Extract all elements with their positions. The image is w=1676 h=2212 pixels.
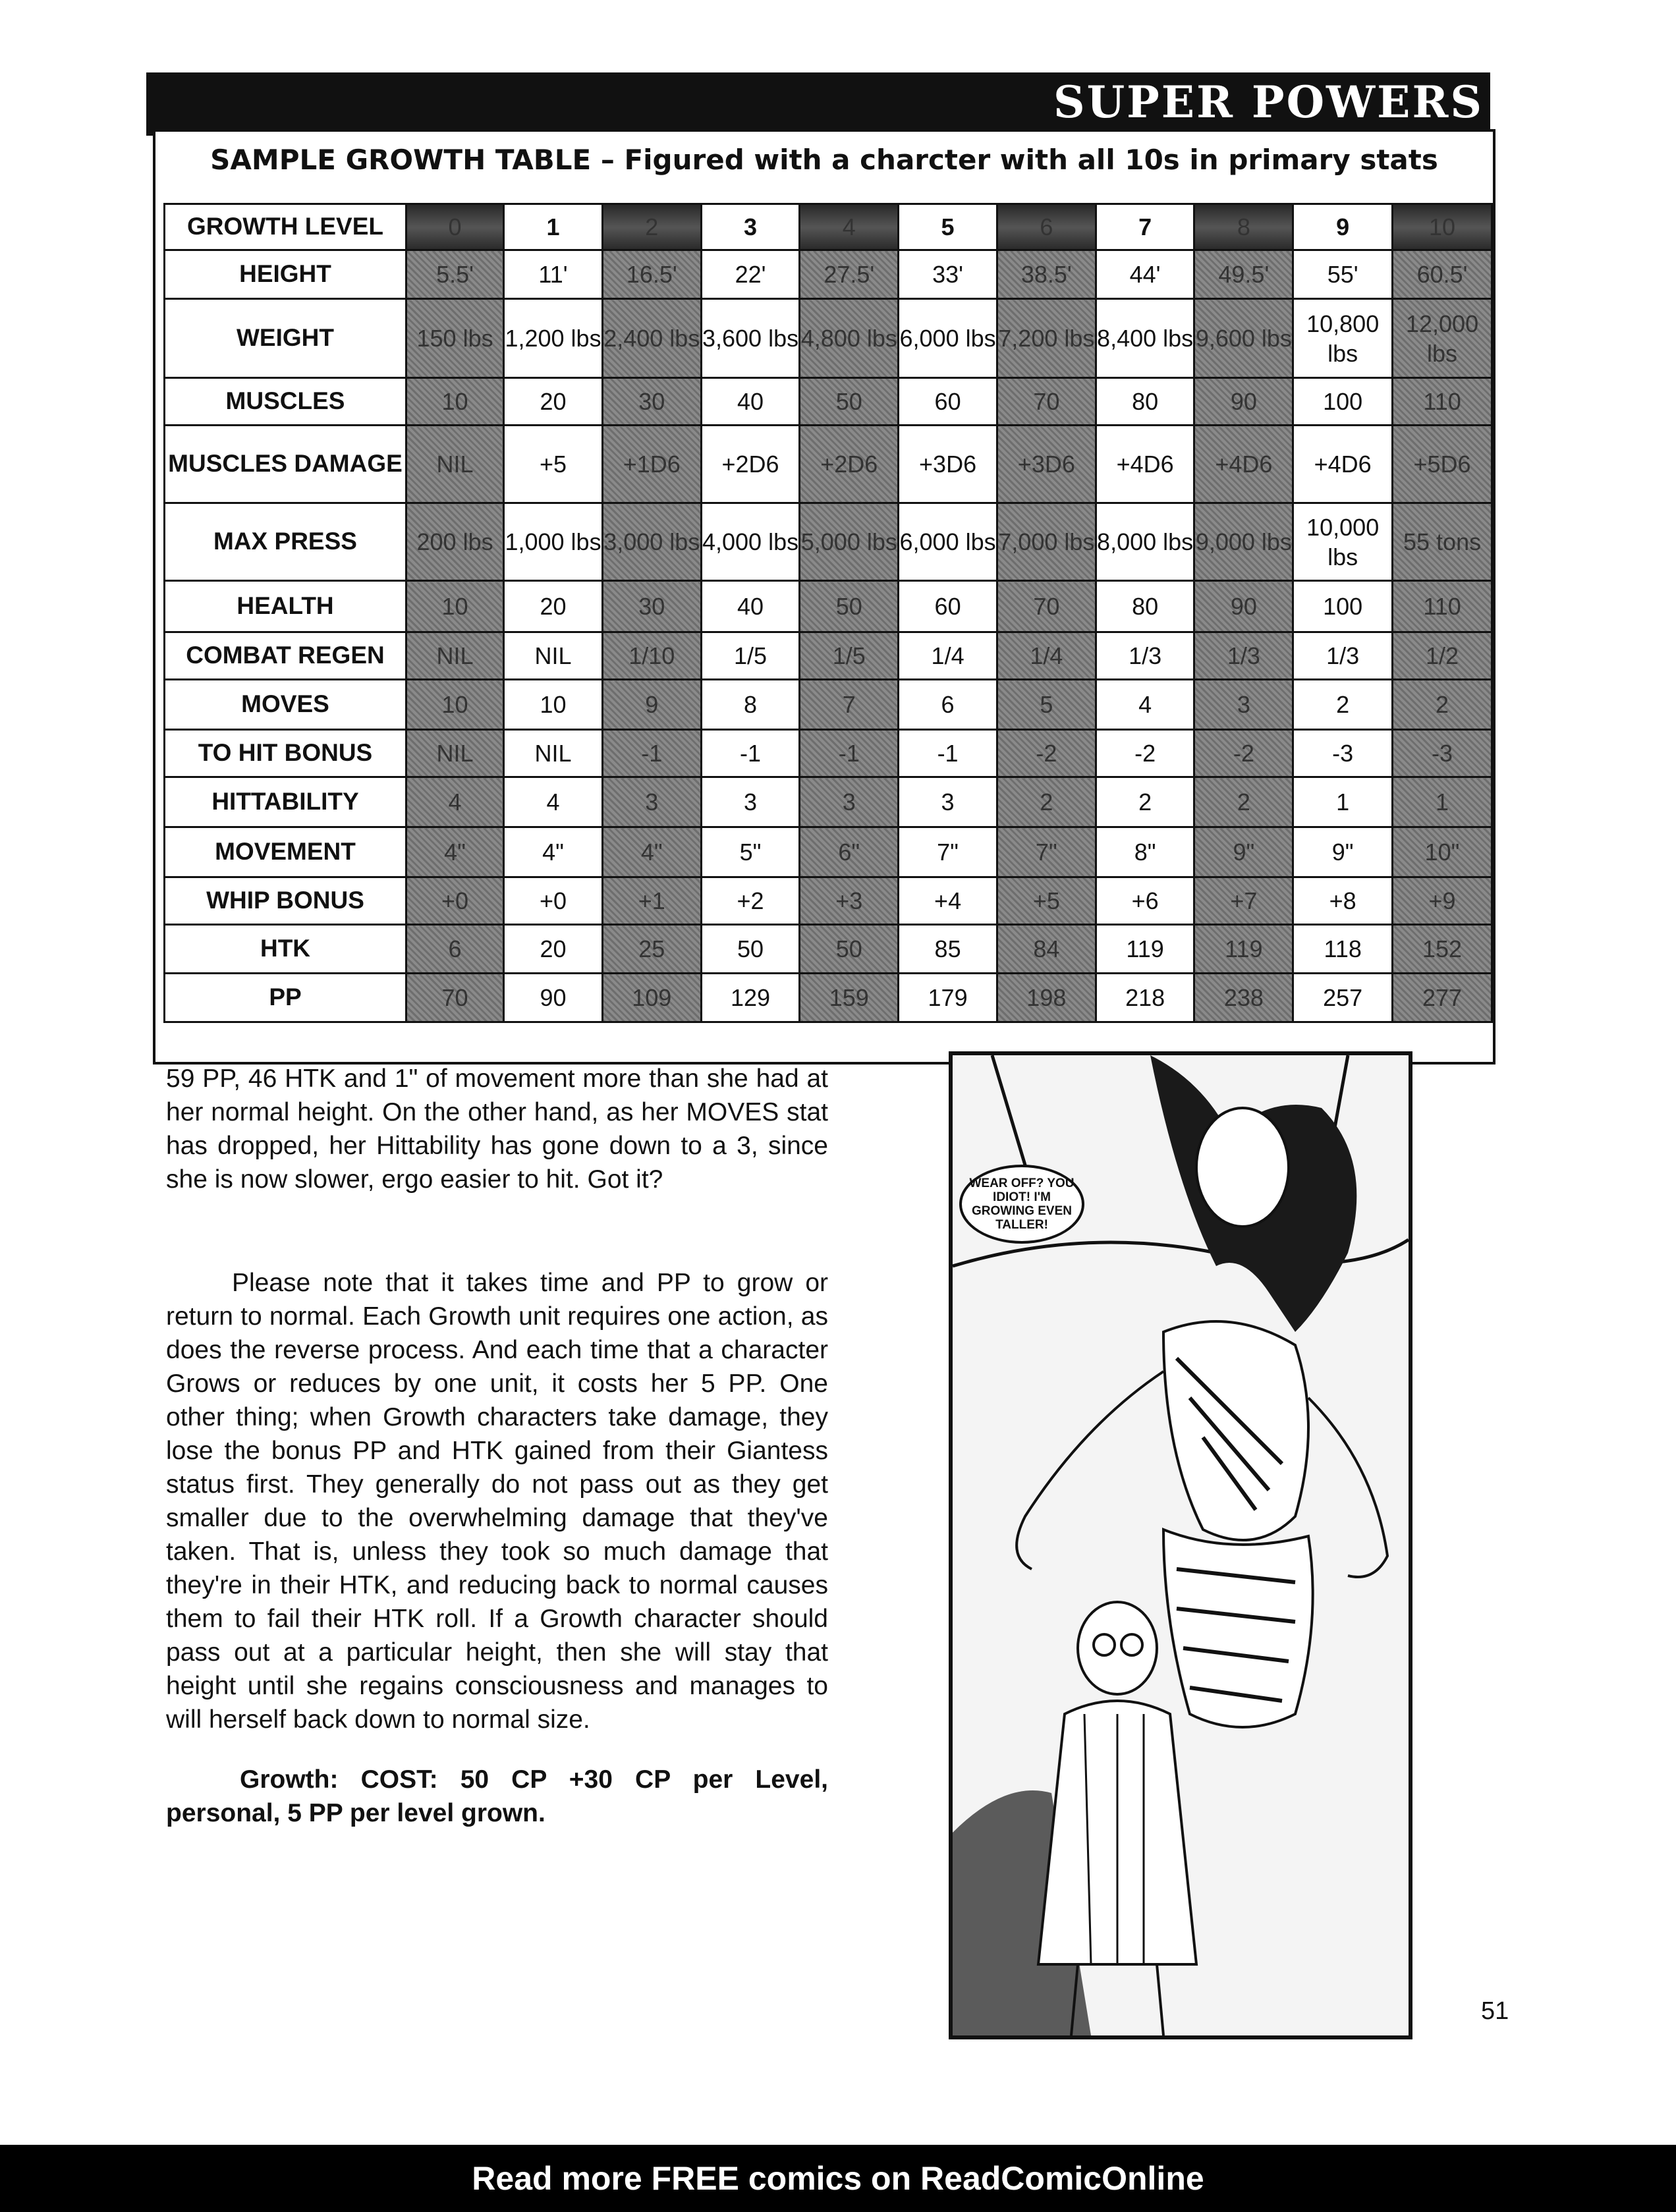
table-cell: 4: [800, 204, 899, 250]
table-cell: 1,200 lbs: [504, 299, 603, 378]
table-cell: 0: [406, 204, 503, 250]
table-cell: 2: [1393, 680, 1492, 730]
table-cell: 27.5': [800, 250, 899, 299]
table-cell: 1/10: [602, 632, 701, 680]
table-cell: -3: [1393, 730, 1492, 777]
table-row: [165, 378, 1492, 426]
table-cell: 152: [1393, 925, 1492, 974]
table-cell: 218: [1096, 974, 1194, 1022]
table-cell: 10: [504, 680, 603, 730]
table-cell: 9": [1293, 827, 1393, 877]
table-cell: 3,600 lbs: [701, 299, 800, 378]
table-cell: 8,000 lbs: [1096, 503, 1194, 581]
table-cell: 30: [602, 581, 701, 632]
table-cell: 4,000 lbs: [701, 503, 800, 581]
table-cell: 50: [800, 925, 899, 974]
table-cell: 3: [800, 777, 899, 827]
table-cell: 5: [899, 204, 997, 250]
speech-balloon: WEAR OFF? YOU IDIOT! I'M GROWING EVEN TALLER!: [959, 1165, 1084, 1244]
table-cell: 277: [1393, 974, 1492, 1022]
table-cell: 6: [899, 680, 997, 730]
table-cell: 118: [1293, 925, 1393, 974]
table-cell: 1/3: [1293, 632, 1393, 680]
table-cell: 110: [1393, 581, 1492, 632]
growth-table-frame: [153, 129, 1495, 1065]
table-cell: 10,000 lbs: [1293, 503, 1393, 581]
table-cell: -1: [899, 730, 997, 777]
table-cell: +9: [1393, 877, 1492, 925]
table-cell: 5.5': [406, 250, 503, 299]
table-cell: 70: [997, 378, 1096, 426]
table-cell: 90: [1194, 378, 1293, 426]
table-cell: 2: [997, 777, 1096, 827]
row-label: HEALTH: [165, 581, 406, 632]
row-label: MOVES: [165, 680, 406, 730]
table-cell: 9": [1194, 827, 1293, 877]
table-cell: 7": [997, 827, 1096, 877]
table-row: [165, 877, 1492, 925]
table-row: [165, 974, 1492, 1022]
table-cell: +1D6: [602, 426, 701, 503]
table-cell: -2: [1096, 730, 1194, 777]
table-cell: +7: [1194, 877, 1293, 925]
table-cell: 12,000 lbs: [1393, 299, 1492, 378]
table-cell: 257: [1293, 974, 1393, 1022]
table-cell: 10": [1393, 827, 1492, 877]
table-cell: 109: [602, 974, 701, 1022]
table-cell: 8,400 lbs: [1096, 299, 1194, 378]
table-cell: NIL: [406, 632, 503, 680]
table-cell: 129: [701, 974, 800, 1022]
table-cell: 80: [1096, 581, 1194, 632]
table-cell: 70: [406, 974, 503, 1022]
table-row: [165, 680, 1492, 730]
row-label: GROWTH LEVEL: [165, 204, 406, 250]
table-cell: 100: [1293, 581, 1393, 632]
table-cell: 20: [504, 581, 603, 632]
table-cell: +4D6: [1293, 426, 1393, 503]
table-cell: 20: [504, 925, 603, 974]
page-number: 51: [1481, 1997, 1509, 2025]
table-cell: NIL: [406, 426, 503, 503]
table-cell: 119: [1096, 925, 1194, 974]
table-cell: 20: [504, 378, 603, 426]
table-cell: +2D6: [800, 426, 899, 503]
table-row: [165, 925, 1492, 974]
table-cell: 60: [899, 378, 997, 426]
table-cell: +3D6: [997, 426, 1096, 503]
table-cell: +0: [406, 877, 503, 925]
table-cell: 238: [1194, 974, 1293, 1022]
table-cell: 1: [1293, 777, 1393, 827]
table-cell: +1: [602, 877, 701, 925]
table-cell: 4,800 lbs: [800, 299, 899, 378]
table-cell: 5: [997, 680, 1096, 730]
table-cell: 9: [1293, 204, 1393, 250]
table-cell: 50: [800, 581, 899, 632]
table-cell: 4": [602, 827, 701, 877]
table-cell: 11': [504, 250, 603, 299]
table-cell: -3: [1293, 730, 1393, 777]
row-label: HITTABILITY: [165, 777, 406, 827]
table-cell: 4": [406, 827, 503, 877]
table-cell: 4": [504, 827, 603, 877]
footer-banner: Read more FREE comics on ReadComicOnline: [0, 2145, 1676, 2212]
table-cell: 1/5: [800, 632, 899, 680]
table-cell: 150 lbs: [406, 299, 503, 378]
table-cell: 80: [1096, 378, 1194, 426]
table-cell: 1/3: [1194, 632, 1293, 680]
table-cell: +2D6: [701, 426, 800, 503]
table-cell: NIL: [504, 632, 603, 680]
table-cell: 198: [997, 974, 1096, 1022]
table-cell: +3D6: [899, 426, 997, 503]
table-cell: 70: [997, 581, 1096, 632]
table-cell: 1: [504, 204, 603, 250]
table-cell: 2: [1194, 777, 1293, 827]
table-cell: 5": [701, 827, 800, 877]
table-row: [165, 777, 1492, 827]
table-cell: +4D6: [1194, 426, 1293, 503]
table-cell: 90: [504, 974, 603, 1022]
table-cell: -1: [701, 730, 800, 777]
table-cell: 7,000 lbs: [997, 503, 1096, 581]
row-label: MUSCLES DAMAGE: [165, 426, 406, 503]
table-cell: NIL: [504, 730, 603, 777]
table-cell: 55': [1293, 250, 1393, 299]
table-cell: 30: [602, 378, 701, 426]
row-label: MAX PRESS: [165, 503, 406, 581]
row-label: PP: [165, 974, 406, 1022]
table-cell: 1/2: [1393, 632, 1492, 680]
table-cell: -2: [997, 730, 1096, 777]
table-cell: +3: [800, 877, 899, 925]
table-cell: -1: [602, 730, 701, 777]
table-cell: 10: [1393, 204, 1492, 250]
table-cell: 119: [1194, 925, 1293, 974]
table-cell: 100: [1293, 378, 1393, 426]
table-cell: 50: [800, 378, 899, 426]
table-cell: 200 lbs: [406, 503, 503, 581]
table-cell: 1: [1393, 777, 1492, 827]
header-bar: [146, 72, 1490, 136]
table-cell: 10: [406, 680, 503, 730]
table-cell: 7,200 lbs: [997, 299, 1096, 378]
table-cell: 9: [602, 680, 701, 730]
table-cell: 179: [899, 974, 997, 1022]
row-label: WHIP BONUS: [165, 877, 406, 925]
table-row: [165, 250, 1492, 299]
table-cell: 1/4: [899, 632, 997, 680]
table-cell: 2: [1293, 680, 1393, 730]
table-cell: NIL: [406, 730, 503, 777]
table-row: [165, 730, 1492, 777]
article-paragraph-2: Please note that it takes time and PP to grow or return to normal. Each Growth unit requires one action, as does the reverse process. And each time that a character Grows or reduces by one unit, it costs her 5 PP. One other thing; when Growth characters take damage, they lose the bonus PP and HTK gained from their Giantess status first. They generally do not pass out as they get smaller due to the overwhelming damage that they've taken. That is, unless they took so much damage that they're in their HTK, and reducing back to normal causes them to fail their HTK roll. If a Growth character should pass out at a particular height, then she will stay that height until she regains consciousness and manages to will herself back down to normal size.: [166, 1269, 828, 1734]
table-cell: 6: [997, 204, 1096, 250]
table-cell: 49.5': [1194, 250, 1293, 299]
table-cell: 55 tons: [1393, 503, 1492, 581]
table-cell: 159: [800, 974, 899, 1022]
table-cell: 110: [1393, 378, 1492, 426]
section-title: SUPER POWERS: [1053, 76, 1484, 128]
table-cell: 7": [899, 827, 997, 877]
table-row: [165, 503, 1492, 581]
table-cell: 60: [899, 581, 997, 632]
table-row: [165, 299, 1492, 378]
table-cell: +0: [504, 877, 603, 925]
table-cell: 22': [701, 250, 800, 299]
table-cell: 4: [1096, 680, 1194, 730]
table-cell: 6,000 lbs: [899, 503, 997, 581]
table-cell: 5,000 lbs: [800, 503, 899, 581]
table-cell: 8: [701, 680, 800, 730]
table-cell: 1/4: [997, 632, 1096, 680]
table-cell: 6,000 lbs: [899, 299, 997, 378]
table-cell: 3: [701, 777, 800, 827]
table-cell: +5: [504, 426, 603, 503]
table-cell: 9,600 lbs: [1194, 299, 1293, 378]
table-cell: 3: [602, 777, 701, 827]
table-cell: +5D6: [1393, 426, 1492, 503]
table-cell: +2: [701, 877, 800, 925]
growth-cost: Growth: COST: 50 CP +30 CP per Level, personal, 5 PP per level grown.: [166, 1765, 828, 1827]
table-cell: +4D6: [1096, 426, 1194, 503]
table-cell: 1/5: [701, 632, 800, 680]
table-cell: 8: [1194, 204, 1293, 250]
table-cell: 10,800 lbs: [1293, 299, 1393, 378]
table-cell: 4: [504, 777, 603, 827]
table-cell: 7: [1096, 204, 1194, 250]
table-cell: 2,400 lbs: [602, 299, 701, 378]
table-cell: 6": [800, 827, 899, 877]
table-cell: -1: [800, 730, 899, 777]
table-cell: 40: [701, 581, 800, 632]
table-row: [165, 581, 1492, 632]
row-label: COMBAT REGEN: [165, 632, 406, 680]
table-row: [165, 426, 1492, 503]
table-cell: 16.5': [602, 250, 701, 299]
row-label: MOVEMENT: [165, 827, 406, 877]
table-cell: 10: [406, 581, 503, 632]
growth-table: [163, 203, 1493, 1023]
table-cell: 3: [1194, 680, 1293, 730]
table-row: [165, 632, 1492, 680]
table-cell: 1,000 lbs: [504, 503, 603, 581]
table-cell: +5: [997, 877, 1096, 925]
table-row: [165, 204, 1492, 250]
table-cell: 2: [1096, 777, 1194, 827]
row-label: HEIGHT: [165, 250, 406, 299]
table-cell: 3,000 lbs: [602, 503, 701, 581]
article-paragraph-1: 59 PP, 46 HTK and 1" of movement more than she had at her normal height. On the other hand, as her MOVES stat has dropped, her Hittability has gone down to a 3, since she is now slower, ergo easier to hit. Got it?: [166, 1065, 828, 1194]
row-label: WEIGHT: [165, 299, 406, 378]
table-cell: 3: [899, 777, 997, 827]
table-cell: 85: [899, 925, 997, 974]
table-cell: 7: [800, 680, 899, 730]
table-cell: 9,000 lbs: [1194, 503, 1293, 581]
table-cell: +6: [1096, 877, 1194, 925]
table-cell: 10: [406, 378, 503, 426]
row-label: MUSCLES: [165, 378, 406, 426]
table-cell: +4: [899, 877, 997, 925]
row-label: HTK: [165, 925, 406, 974]
table-row: [165, 827, 1492, 877]
table-cell: 90: [1194, 581, 1293, 632]
table-cell: -2: [1194, 730, 1293, 777]
table-cell: 3: [701, 204, 800, 250]
table-cell: 8": [1096, 827, 1194, 877]
table-cell: 84: [997, 925, 1096, 974]
row-label: TO HIT BONUS: [165, 730, 406, 777]
table-cell: 6: [406, 925, 503, 974]
table-cell: 50: [701, 925, 800, 974]
table-cell: 38.5': [997, 250, 1096, 299]
table-cell: 4: [406, 777, 503, 827]
table-cell: +8: [1293, 877, 1393, 925]
table-cell: 25: [602, 925, 701, 974]
table-cell: 60.5': [1393, 250, 1492, 299]
table-cell: 40: [701, 378, 800, 426]
table-cell: 1/3: [1096, 632, 1194, 680]
table-cell: 44': [1096, 250, 1194, 299]
table-cell: 33': [899, 250, 997, 299]
table-caption: SAMPLE GROWTH TABLE – Figured with a charcter with all 10s in primary stats: [210, 144, 1438, 176]
table-cell: 2: [602, 204, 701, 250]
